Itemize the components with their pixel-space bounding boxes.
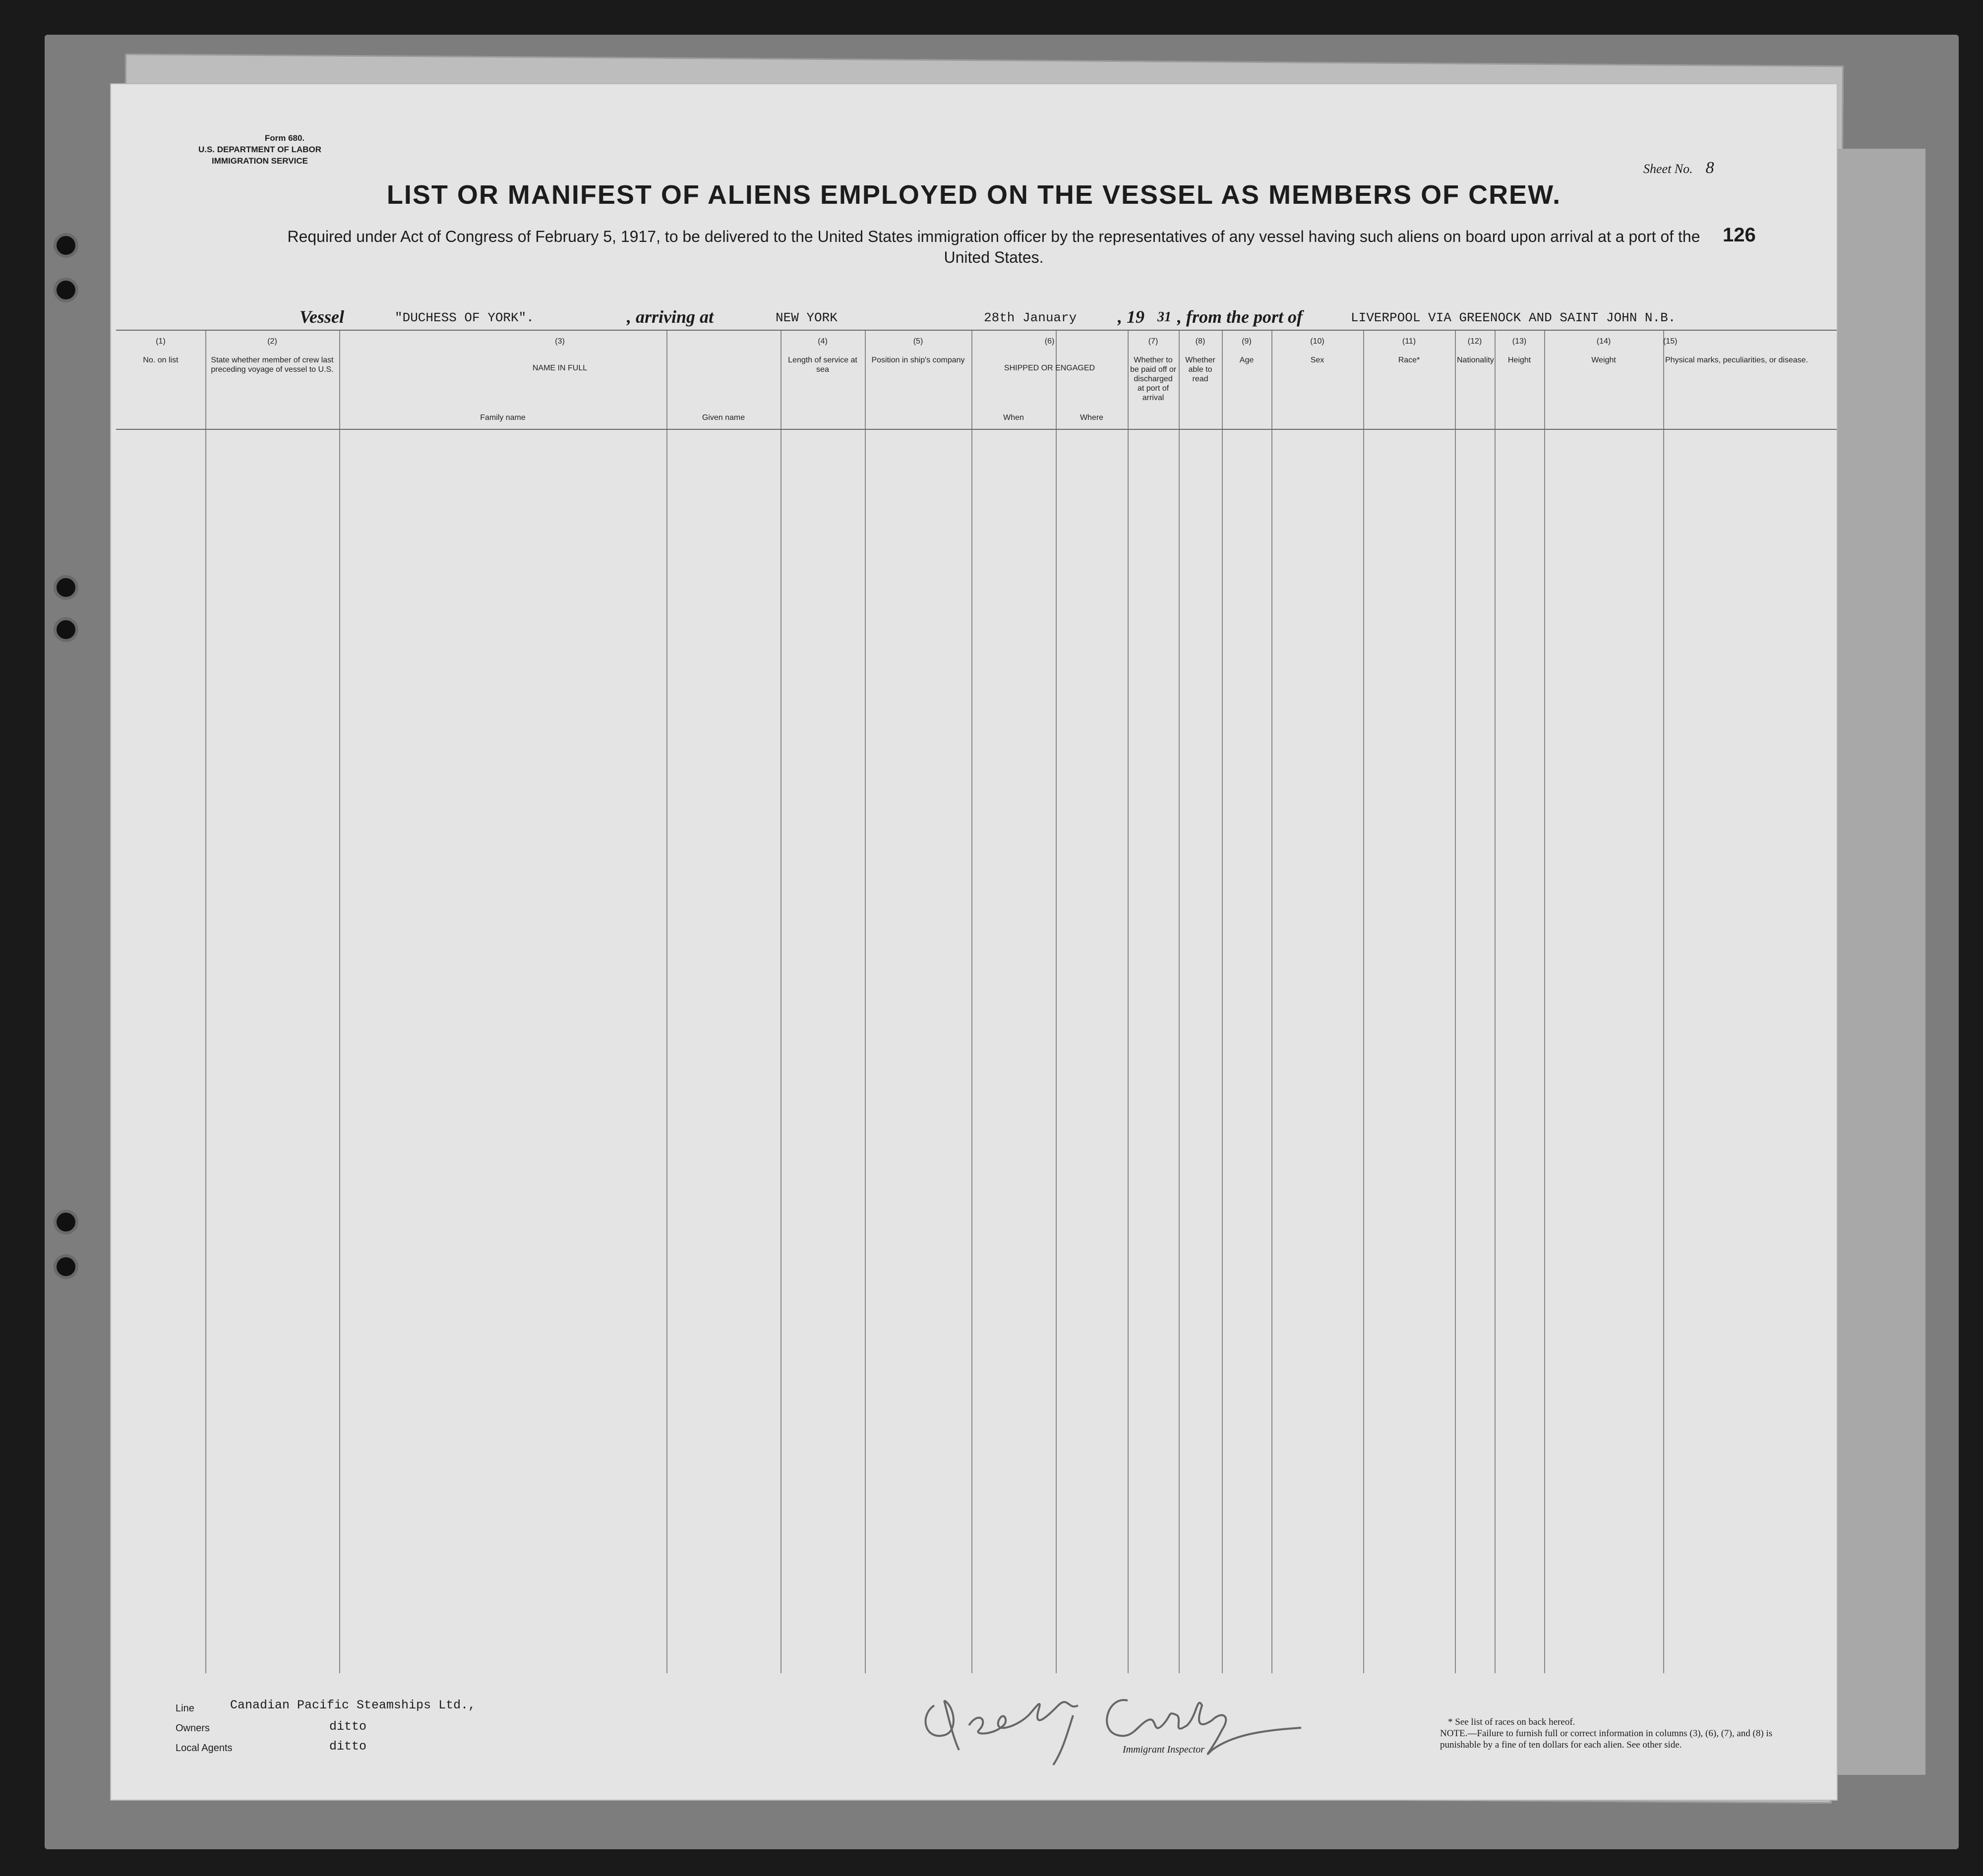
binder-hole	[54, 617, 78, 642]
column-number: (15)	[1663, 337, 1678, 346]
owners-label: Owners	[176, 1723, 210, 1734]
column-number: (13)	[1512, 337, 1527, 346]
column-rule	[1363, 330, 1364, 1673]
column-header: NAME IN FULL	[532, 364, 588, 372]
column-rule	[666, 330, 667, 1673]
vessel-name: "DUCHESS OF YORK".	[395, 310, 534, 325]
column-rule	[1271, 330, 1272, 1673]
signature-image	[914, 1686, 1371, 1770]
column-rule	[971, 330, 972, 1673]
column-rule	[865, 330, 866, 1673]
crew-table	[116, 330, 1837, 1673]
column-number: (4)	[818, 337, 828, 346]
column-header: Weight	[1591, 356, 1616, 364]
year-prefix: , 19	[1118, 307, 1144, 327]
arrival-date: 28th January	[984, 310, 1077, 325]
column-header: Physical marks, peculiarities, or disease.	[1665, 356, 1808, 364]
manifest-title: LIST OR MANIFEST OF ALIENS EMPLOYED ON THE VESSEL AS MEMBERS OF CREW.	[386, 180, 1562, 210]
column-rule	[1056, 330, 1057, 1673]
column-rule	[205, 330, 206, 1673]
column-subheader: When	[1003, 413, 1024, 422]
column-number: (11)	[1402, 337, 1416, 346]
column-subheader: Given name	[702, 413, 745, 422]
binder-hole	[54, 1254, 78, 1279]
column-header: State whether member of crew last preceding voyage of vessel to U.S.	[211, 356, 334, 374]
column-header: Position in ship's company	[871, 356, 965, 364]
column-rule	[1128, 330, 1129, 1673]
binder-hole	[54, 278, 78, 302]
manifest-subtitle: Required under Act of Congress of February 5, 1917, to be delivered to the United States immigration officer by the representatives of any vessel having such aliens on board upon arrival at a port of the United States.	[287, 228, 1700, 266]
column-header: Whether able to read	[1185, 356, 1215, 383]
penalty-note: NOTE.—Failure to furnish full or correct information in columns (3), (6), (7), and (8) is punishable by a fine of ten dollars for each alien. See other side.	[1440, 1728, 1773, 1750]
service-name: IMMIGRATION SERVICE	[212, 156, 308, 166]
column-number: (10)	[1310, 337, 1324, 346]
inspector-label: Immigrant Inspector	[1123, 1744, 1204, 1755]
column-rule	[1179, 330, 1180, 1673]
column-header: Whether to be paid off or discharged at port of arrival	[1130, 356, 1177, 402]
inspector-signature	[914, 1686, 1371, 1772]
form-number: Form 680.	[264, 133, 305, 143]
binder-hole	[54, 575, 78, 600]
column-header: SHIPPED OR ENGAGED	[1004, 364, 1095, 372]
column-number: (2)	[267, 337, 277, 346]
column-header: No. on list	[143, 356, 179, 364]
column-header: Sex	[1310, 356, 1324, 364]
footnotes	[1440, 1716, 1807, 1751]
column-header: Height	[1507, 356, 1531, 364]
binder-hole	[54, 1210, 78, 1234]
column-number: (3)	[555, 337, 565, 346]
page-number: 126	[1723, 224, 1756, 246]
local-agents-label: Local Agents	[176, 1743, 233, 1754]
column-header: Age	[1239, 356, 1254, 364]
line-label: Line	[176, 1703, 194, 1714]
owners-value: ditto	[329, 1719, 367, 1734]
column-number: (5)	[913, 337, 923, 346]
race-note: * See list of races on back hereof.	[1448, 1717, 1575, 1727]
binder-hole	[54, 233, 78, 258]
column-rule	[1222, 330, 1223, 1673]
year-suffix: 31	[1157, 309, 1171, 325]
column-subheader: Where	[1080, 413, 1104, 422]
column-number: (1)	[156, 337, 166, 346]
sheet-number-field	[1643, 159, 1714, 177]
column-header: Length of service at sea	[788, 356, 857, 374]
column-rule	[1455, 330, 1456, 1673]
from-label: , from the port of	[1177, 307, 1303, 327]
vessel-label: Vessel	[300, 307, 344, 327]
column-rule	[1544, 330, 1545, 1673]
column-rule-sub	[666, 394, 667, 429]
header-bottom-rule	[116, 429, 1837, 430]
arriving-port: NEW YORK	[776, 310, 838, 325]
sheet-number-label: Sheet No.	[1643, 162, 1693, 176]
line-value: Canadian Pacific Steamships Ltd.,	[230, 1698, 476, 1712]
column-number: (9)	[1242, 337, 1252, 346]
sheet-number: 8	[1705, 159, 1714, 177]
arriving-label: , arriving at	[627, 307, 714, 327]
manifest-sheet	[110, 83, 1838, 1801]
column-rule	[1663, 330, 1664, 1673]
department-name: U.S. DEPARTMENT OF LABOR	[198, 145, 322, 154]
column-number: (6)	[1044, 337, 1055, 346]
column-subheader: Family name	[480, 413, 526, 422]
from-port: LIVERPOOL VIA GREENOCK AND SAINT JOHN N.B.	[1351, 310, 1676, 325]
column-header: Race*	[1398, 356, 1420, 364]
column-rule	[1495, 330, 1496, 1673]
column-rule-sub	[1056, 394, 1057, 429]
local-agents-value: ditto	[329, 1739, 367, 1754]
header-top-rule	[116, 330, 1837, 331]
column-number: (14)	[1596, 337, 1611, 346]
column-rule	[339, 330, 340, 1673]
column-number: (8)	[1195, 337, 1205, 346]
column-number: (12)	[1467, 337, 1482, 346]
column-header: Nationality	[1457, 356, 1494, 364]
column-number: (7)	[1148, 337, 1158, 346]
